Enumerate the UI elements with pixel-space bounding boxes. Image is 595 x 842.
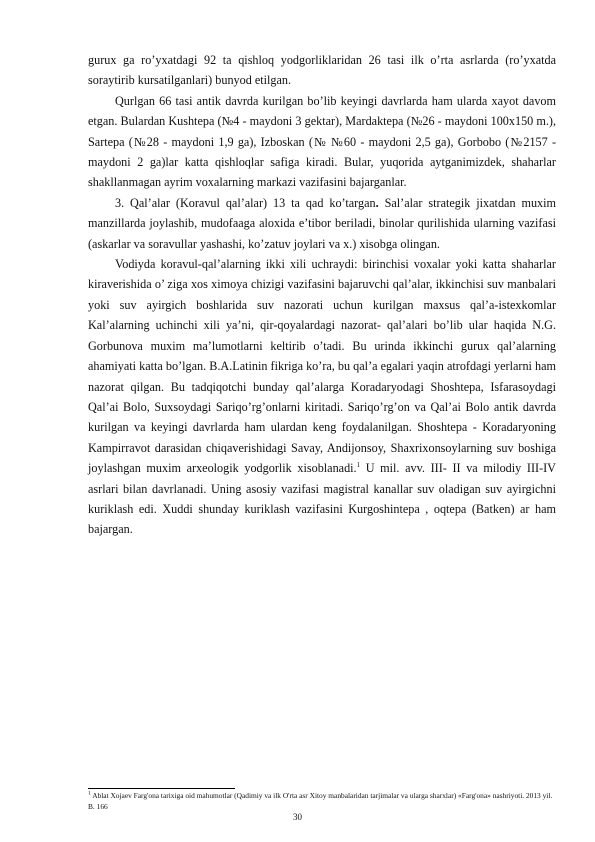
- paragraph-2: Qurlgan 66 tasi antik davrda kurilgan bo’lib keyingi davrlarda ham ularda xayot davom etgan. Bulardan Kushtepa (№4 - maydoni 3 gektar), Mardaktepa (№26 - maydoni 100x150 m.), Sartepa (№28 - maydoni 1,9 ga), Izboskan (№ №60 - maydoni 2,5 ga), Gorbobo (№2157 - maydoni 2 ga)lar katta qishloqlar safiga kiradi. Bular, yuqorida aytganimizdek, shaharlar shakllanmagan ayrim voxalarning markazi vazifasini bajarganlar.: [88, 93, 556, 190]
- paragraph-3-bold-period: .: [375, 195, 379, 210]
- paragraph-3-lead: 3. Qal’alar (Koravul qal’alar) 13 ta qad ko’targan: [115, 195, 376, 210]
- paragraph-3-rest: Sal’alar strategik jixatdan muxim manzillarda joylashib, mudofaaga aloxida e’tibor beriladi, binolar qurilishida ularning vazifasi (askarlar va soravullar yashashi, ko’zatuv joylari va x.) xisobga olingan.: [88, 195, 556, 251]
- footnote-marker: 1: [88, 790, 91, 797]
- paragraph-3: [88, 193, 556, 254]
- paragraph-1: gurux ga ro’yxatdagi 92 ta qishloq yodgorliklaridan 26 tasi ilk o’rta asrlarda (ro’yxatda soraytirib kursatilganlari) bunyod etilgan.: [88, 53, 556, 88]
- page-number: 30: [293, 812, 302, 822]
- footnote-divider: [88, 788, 235, 789]
- footnote-reference[interactable]: 1: [356, 461, 361, 470]
- paragraph-4-tail: U mil. avv. III- II va milodiy III-IV asrlari bilan davrlanadi. Uning asosiy vazifasi magistral kanallar suv oladigan suv ayirgichni kuriklash edi. Xuddi shunday kuriklash vazifasini Kurgoshintepa , oqtepa (Batken) ar ham bajargan.: [88, 461, 556, 537]
- footnote: [88, 790, 556, 812]
- paragraph-4: [88, 254, 556, 540]
- paragraph-4-main: Vodiyda koravul-qal’alarning ikki xili uchraydi: birinchisi voxalar yoki katta shaharlar kiraverishida o’ ziga xos ximoya chizigi vazifasini bajaruvchi qal’alar, ikkinchisi suv manbalari yoki suv ayirgich boshlarida suv nazorati uchun kurilgan maxsus qal’a-istexkomlar Kal’alarning uchinchi xili ya’ni, qir-qoyalardagi nazorat- qal’alari bo’lib ular haqida N.G. Gorbunova muxim ma’lumotlarni keltirib o’tadi. Bu urinda ikkinchi gurux qal’alarning ahamiyati katta bo’lgan. B.A.Latinin fikriga ko’ra, bu qal’a egalari yaqin atrofdagi yerlarni ham nazorat qilgan. Bu tadqiqotchi bunday qal’alarga Koradaryodagi Shoshtepa, Isfarasoydagi Qal’ai Bolo, Suxsoydagi Sariqo’rg’onlarni kiritadi. Sariqo’rg’on va Qal’ai Bolo antik davrda kurilgan va keyingi davrlarda ham ulardan keng foydalanilgan. Shoshtepa - Koradaryoning Kampirravot darasidan chiqaverishidagi Savay, Andijonsoy, Shaxrixonsoylarning suv boshiga joylashgan muxim arxeologik yodgorlik xisoblanadi.: [88, 257, 556, 476]
- footnote-text: Ablat Xojaev Farg'ona tarixiga oid mahumotlar (Qadimiy va ilk O'rta asr Xitoy manbalaridan tarjimalar va ularga sharxlar) «Farg'ona» nashriyoti. 2013 yil. B. 166: [88, 791, 553, 811]
- page-body: [88, 50, 556, 540]
